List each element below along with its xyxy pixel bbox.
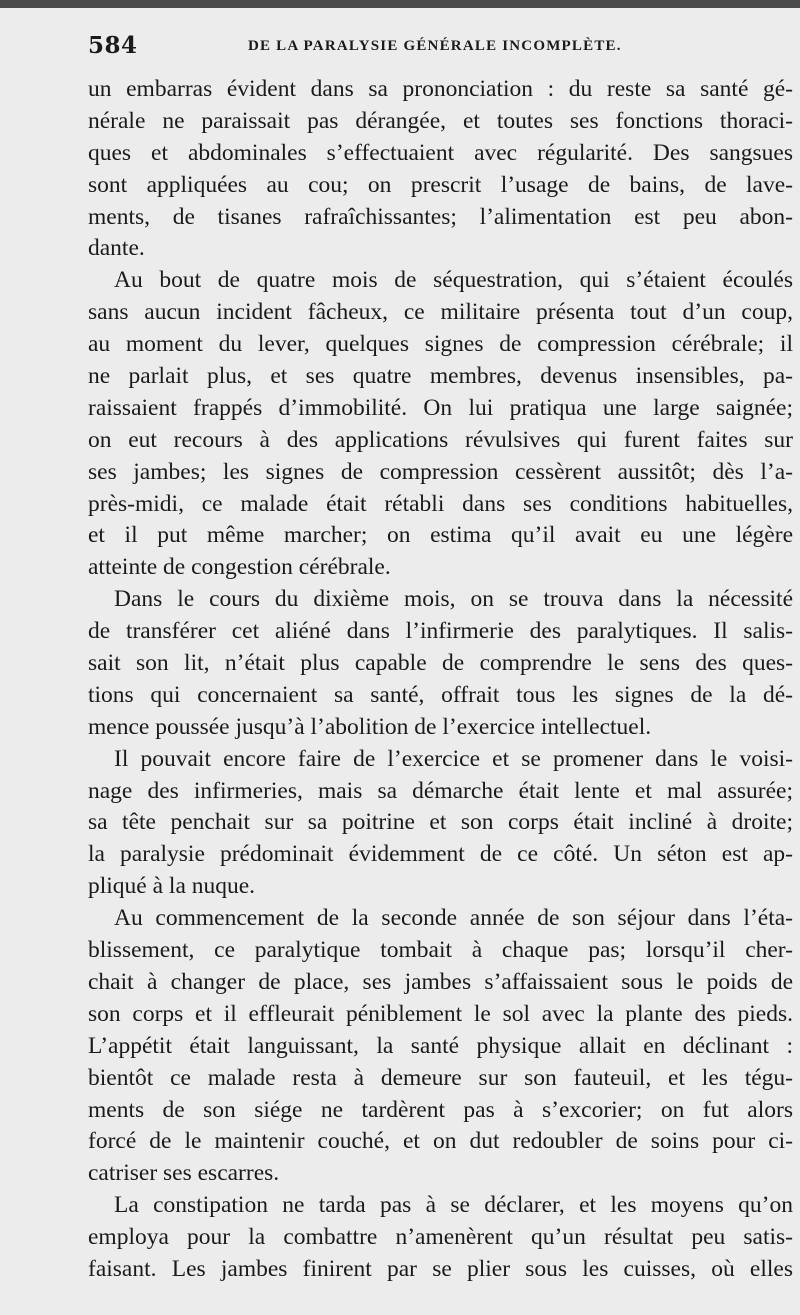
text-line: tions qui concernaient sa santé, offrait tous les signes de la dé- (88, 681, 793, 708)
text-line: nage des infirmeries, mais sa démarche était lente et mal assurée; (88, 777, 793, 804)
text-line: blissement, ce paralytique tombait à chaque pas; lorsqu’il cher- (88, 937, 793, 964)
text-line: pliqué à la nuque. (88, 873, 256, 900)
paragraph-first-line: Dans le cours du dixième mois, on se trouva dans la nécessité (114, 586, 793, 613)
page-number: 584 (88, 32, 138, 59)
text-line: L’appétit était languissant, la santé physique allait en déclinant : (88, 1032, 793, 1059)
paragraph-first-line: Au bout de quatre mois de séquestration, qui s’étaient écoulés (114, 267, 793, 294)
text-line: faisant. Les jambes finirent par se plier sous les cuisses, où elles (88, 1255, 793, 1282)
text-line: sont appliquées au cou; on prescrit l’usage de bains, de lave- (88, 171, 793, 198)
text-line: on eut recours à des applications révulsives qui furent faites sur (88, 426, 793, 453)
running-title: DE LA PARALYSIE GÉNÉRALE INCOMPLÈTE. (248, 38, 622, 54)
text-line: catriser ses escarres. (88, 1160, 280, 1187)
text-line: sait son lit, n’était plus capable de comprendre le sens des ques- (88, 650, 793, 677)
text-line: sans aucun incident fâcheux, ce militaire présenta tout d’un coup, (88, 299, 793, 326)
text-line: au moment du lever, quelques signes de compression cérébrale; il (88, 331, 793, 358)
text-line: forcé de le maintenir couché, et on dut redoubler de soins pour ci- (88, 1128, 793, 1155)
text-line: son corps et il effleurait péniblement le sol avec la plante des pieds. (88, 1000, 793, 1027)
text-line: ques et abdominales s’effectuaient avec régularité. Des sangsues (88, 139, 793, 166)
text-line: de transférer cet aliéné dans l’infirmerie des paralytiques. Il salis- (88, 618, 793, 645)
text-line: mence poussée jusqu’à l’abolition de l’exercice intellectuel. (88, 713, 652, 740)
scan-top-edge (0, 0, 800, 8)
text-line: sa tête penchait sur sa poitrine et son corps était incliné à droite; (88, 809, 793, 836)
text-line: dante. (88, 235, 145, 262)
book-page (0, 8, 800, 1315)
text-line: ne parlait plus, et ses quatre membres, devenus insensibles, pa- (88, 363, 793, 390)
paragraph-first-line: La constipation ne tarda pas à se déclarer, et les moyens qu’on (114, 1192, 793, 1219)
text-line: employa pour la combattre n’amenèrent qu’un résultat peu satis- (88, 1224, 793, 1251)
text-line: un embarras évident dans sa prononciation : du reste sa santé gé- (88, 76, 793, 102)
text-line: la paralysie prédominait évidemment de ce côté. Un séton est ap- (88, 841, 793, 868)
paragraph-first-line: Au commencement de la seconde année de son séjour dans l’éta- (114, 905, 793, 932)
text-line: ments de son siége ne tardèrent pas à s’excorier; on fut alors (88, 1096, 793, 1123)
text-line: ses jambes; les signes de compression cessèrent aussitôt; dès l’a- (88, 458, 793, 485)
text-line: ments, de tisanes rafraîchissantes; l’alimentation est peu abon- (88, 203, 793, 230)
paragraph-first-line: Il pouvait encore faire de l’exercice et se promener dans le voisi- (114, 745, 793, 772)
running-head (88, 32, 788, 62)
text-line: près-midi, ce malade était rétabli dans ses conditions habituelles, (88, 490, 793, 517)
text-line: nérale ne paraissait pas dérangée, et toutes ses fonctions thoraci- (88, 107, 793, 134)
text-line: et il put même marcher; on estima qu’il avait eu une légère (88, 522, 793, 549)
text-line: bientôt ce malade resta à demeure sur son fauteuil, et les tégu- (88, 1064, 793, 1091)
body-text (88, 74, 793, 1286)
text-line: chait à changer de place, ses jambes s’affaissaient sous le poids de (88, 968, 793, 995)
text-line: raissaient frappés d’immobilité. On lui pratiqua une large saignée; (88, 394, 793, 421)
text-line: atteinte de congestion cérébrale. (88, 554, 391, 581)
